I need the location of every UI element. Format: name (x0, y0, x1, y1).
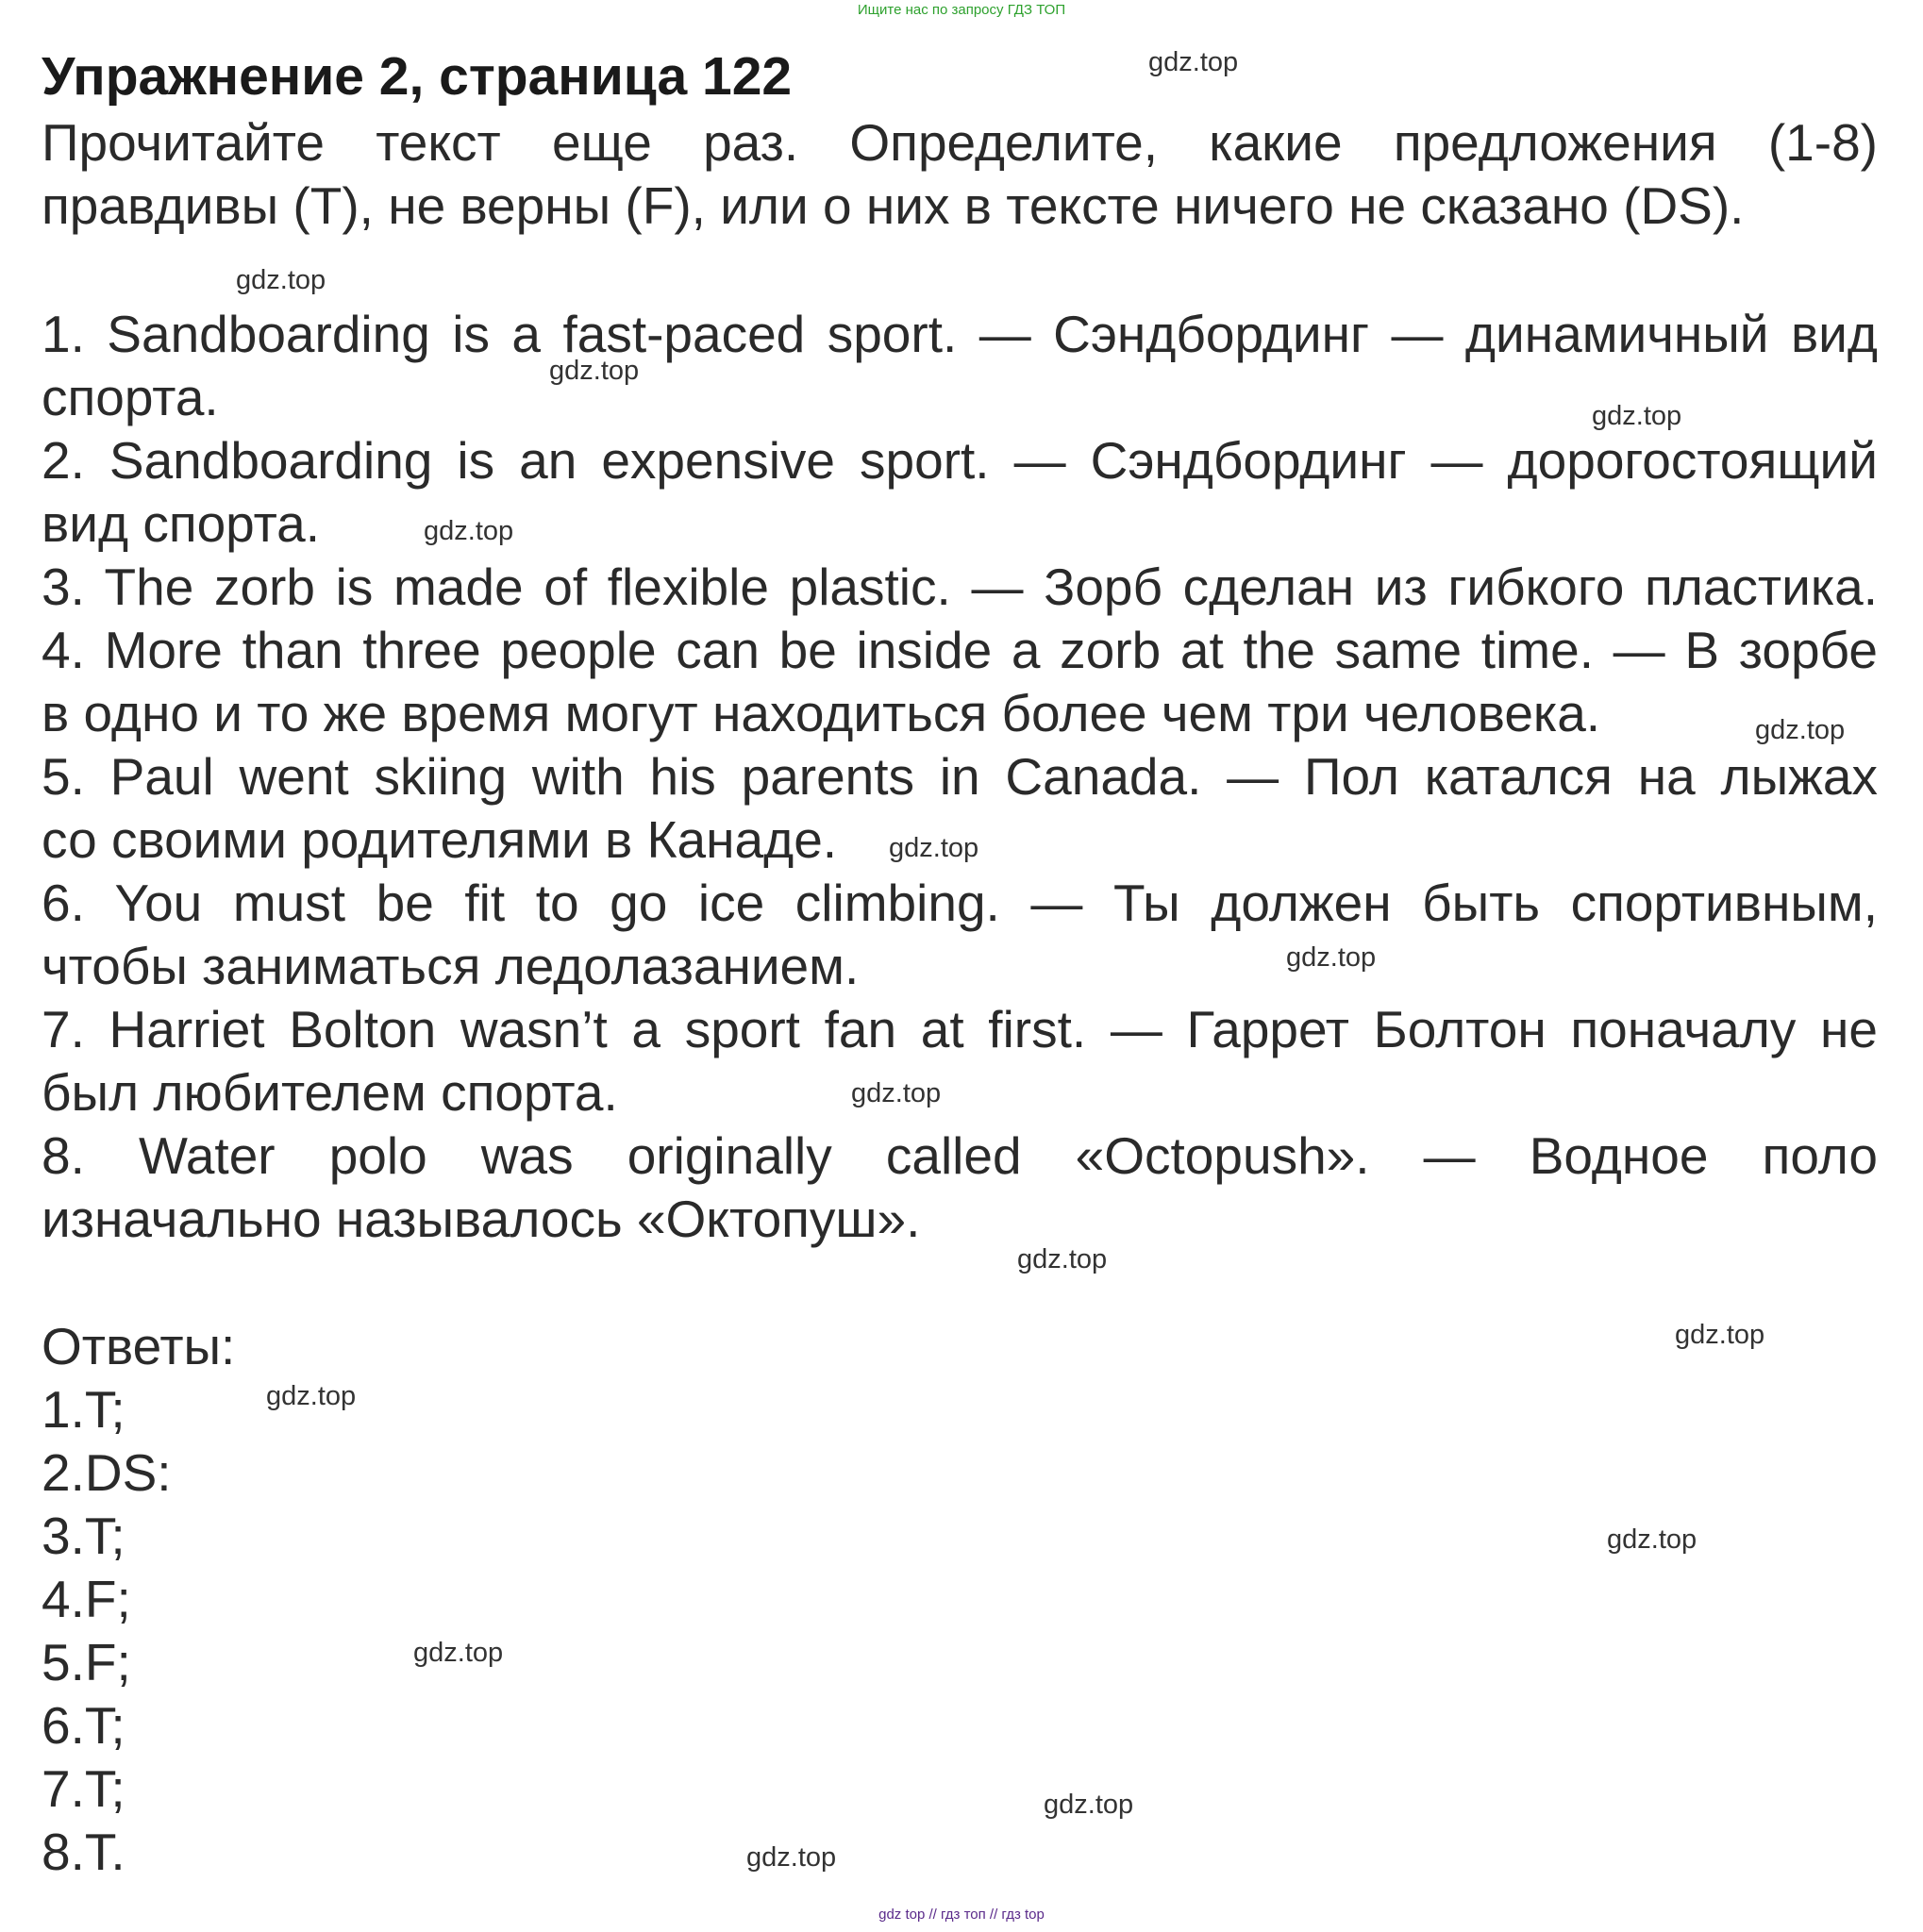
answer-item: 6.T; (42, 1696, 125, 1755)
watermark: gdz.top (266, 1381, 357, 1411)
watermark: gdz.top (1675, 1320, 1765, 1350)
watermark: gdz.top (1755, 715, 1846, 745)
watermark: gdz.top (851, 1078, 942, 1108)
item-7-line-1: 7. Harriet Bolton wasn’t a sport fan at first. — Гаррет Болтон поначалу не (42, 1000, 1878, 1058)
page-title: Упражнение 2, страница 122 (42, 46, 793, 107)
answer-item: 2.DS: (42, 1443, 172, 1502)
item-4-line-1: 4. More than three people can be inside a zorb at the same time. — В зорбе (42, 621, 1878, 679)
watermark: gdz.top (236, 265, 326, 295)
top-banner: Ищите нас по запросу ГДЗ ТОП (857, 2, 1066, 18)
watermark: gdz.top (1017, 1244, 1108, 1274)
item-8-line-1: 8. Water polo was originally called «Octopush». — Водное поло (42, 1126, 1878, 1185)
watermark: gdz.top (1607, 1524, 1697, 1555)
item-2-line-2: вид спорта. (42, 494, 321, 553)
answer-item: 7.T; (42, 1759, 125, 1818)
watermark: gdz.top (889, 833, 979, 863)
item-6-line-1: 6. You must be fit to go ice climbing. — Ты должен быть спортивным, (42, 874, 1878, 932)
watermark: gdz.top (424, 516, 514, 546)
watermark: gdz.top (1592, 401, 1682, 431)
instruction-line: Прочитайте текст еще раз. Определите, какие предложения (1-8) (42, 113, 1878, 172)
item-5-line-1: 5. Paul went skiing with his parents in Canada. — Пол катался на лыжах (42, 747, 1878, 806)
watermark: gdz.top (549, 356, 640, 386)
watermark: gdz.top (413, 1638, 504, 1668)
item-5-line-2: со своими родителями в Канаде. (42, 810, 838, 869)
answer-item: 5.F; (42, 1633, 131, 1691)
watermark: gdz.top (1286, 942, 1377, 973)
answer-item: 3.T; (42, 1507, 125, 1565)
item-1-line-2: спорта. (42, 368, 219, 426)
answer-item: 1.T; (42, 1380, 125, 1439)
item-1-line-1: 1. Sandboarding is a fast-paced sport. — Сэндбординг — динамичный вид (42, 305, 1878, 363)
item-3-line-1: 3. The zorb is made of flexible plastic. — Зорб сделан из гибкого пластика. (42, 558, 1878, 616)
item-7-line-2: был любителем спорта. (42, 1063, 618, 1122)
answer-item: 4.F; (42, 1570, 131, 1628)
footer-watermark: gdz top // гдз топ // гдз top (878, 1907, 1045, 1923)
answers-heading: Ответы: (42, 1317, 236, 1375)
item-8-line-2: изначально называлось «Октопуш». (42, 1190, 921, 1248)
item-2-line-1: 2. Sandboarding is an expensive sport. — Сэндбординг — дорогостоящий (42, 431, 1878, 490)
watermark: gdz.top (1148, 47, 1239, 77)
item-6-line-2: чтобы заниматься ледолазанием. (42, 937, 860, 995)
watermark: gdz.top (1044, 1790, 1134, 1820)
answer-item: 8.T. (42, 1823, 125, 1881)
item-4-line-2: в одно и то же время могут находиться более чем три человека. (42, 684, 1601, 742)
watermark: gdz.top (746, 1842, 837, 1873)
instruction-line: правдивы (T), не верны (F), или о них в тексте ничего не сказано (DS). (42, 176, 1745, 235)
